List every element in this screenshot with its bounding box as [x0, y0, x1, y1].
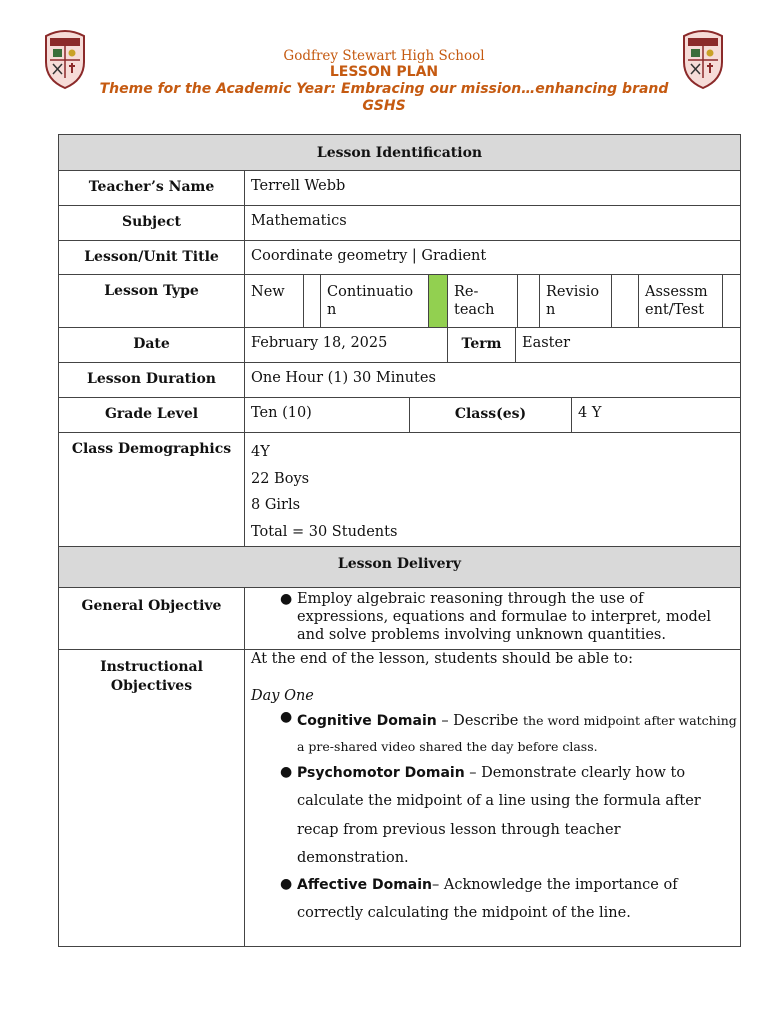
section-identification-title: Lesson Identification	[316, 145, 483, 161]
subject-value: Mathematics	[251, 213, 347, 229]
bullet-icon: ●	[280, 709, 293, 725]
objectives-day: Day One	[251, 688, 314, 704]
row-grade	[59, 398, 740, 433]
school-crest-right	[680, 26, 726, 90]
lesson-type-revision: Revisio n	[539, 275, 611, 327]
subject-label: Subject	[59, 206, 245, 240]
school-name: Godfrey Stewart High School	[283, 48, 485, 64]
class-value: 4 Y	[578, 405, 602, 421]
row-lesson-type	[59, 275, 740, 328]
term-value: Easter	[522, 335, 571, 351]
row-instructional-objectives	[59, 650, 740, 946]
row-duration	[59, 363, 740, 398]
psychomotor-objective: Psychomotor Domain – Demonstrate clearly how to calculate the midpoint of a line using the formula after recap from previous lesson through teacher demonstration.	[297, 765, 701, 866]
lesson-type-label: Lesson Type	[59, 275, 245, 327]
row-general-objective	[59, 588, 740, 650]
theme-line-2: GSHS	[362, 98, 406, 114]
section-delivery-title: Lesson Delivery	[337, 556, 462, 572]
lesson-type-continuation: Continuatio n	[320, 275, 428, 327]
checkbox-revision[interactable]	[611, 275, 638, 327]
bullet-icon: ●	[280, 876, 293, 892]
demographics-line: Total = 30 Students	[251, 523, 398, 540]
document-header	[90, 48, 678, 115]
checkbox-new[interactable]	[303, 275, 320, 327]
demographics-line: 22 Boys	[251, 470, 310, 487]
theme-line-1: Theme for the Academic Year: Embracing our mission…enhancing brand	[99, 81, 669, 97]
checkbox-reteach[interactable]	[517, 275, 539, 327]
lesson-type-reteach: Re- teach	[447, 275, 517, 327]
teacher-value: Terrell Webb	[251, 178, 346, 194]
term-label: Term	[447, 328, 516, 362]
lesson-type-assessment: Assessm ent/Test	[638, 275, 722, 327]
cognitive-objective: Cognitive Domain – Describe the word midpoint after watching a pre-shared video shared the day before class.	[297, 713, 737, 754]
demographics-line: 8 Girls	[251, 497, 301, 513]
affective-objective: Affective Domain– Acknowledge the importance of correctly calculating the midpoint of the line.	[297, 877, 678, 922]
duration-label: Lesson Duration	[59, 363, 245, 397]
school-crest-left	[42, 26, 88, 90]
general-objective-text: Employ algebraic reasoning through the use of expressions, equations and formulae to interpret, model and solve problems involving unknown quantities.	[297, 591, 711, 643]
date-label: Date	[59, 328, 245, 362]
row-teacher	[59, 171, 740, 206]
row-title	[59, 241, 740, 275]
row-demographics	[59, 433, 740, 547]
general-objective-value	[245, 588, 740, 649]
class-label: Class(es)	[409, 398, 572, 432]
date-value: February 18, 2025	[251, 335, 388, 351]
row-subject	[59, 206, 740, 241]
document-title: LESSON PLAN	[329, 64, 439, 80]
demographics-value	[245, 433, 740, 546]
grade-value: Ten (10)	[251, 405, 312, 421]
section-identification	[59, 135, 740, 171]
teacher-label: Teacher’s Name	[59, 171, 245, 205]
title-label: Lesson/Unit Title	[59, 241, 245, 274]
lesson-plan-table	[58, 134, 741, 947]
lesson-type-new: New	[251, 284, 285, 300]
section-delivery	[59, 547, 740, 588]
instructional-objectives-value	[245, 650, 740, 946]
instructional-objectives-label: Instructional Objectives	[59, 650, 245, 946]
objectives-intro: At the end of the lesson, students should be able to:	[251, 651, 633, 667]
checkbox-assessment[interactable]	[722, 275, 740, 327]
checkbox-continuation-selected[interactable]	[428, 275, 447, 327]
bullet-icon: ●	[280, 764, 293, 780]
general-objective-label: General Objective	[59, 588, 245, 649]
demographics-line: 4Y	[251, 444, 270, 460]
bullet-icon: ●	[280, 591, 293, 607]
grade-label: Grade Level	[59, 398, 245, 432]
title-value: Coordinate geometry | Gradient	[251, 248, 487, 264]
demographics-label: Class Demographics	[59, 433, 245, 546]
duration-value: One Hour (1) 30 Minutes	[251, 370, 436, 386]
row-date	[59, 328, 740, 363]
